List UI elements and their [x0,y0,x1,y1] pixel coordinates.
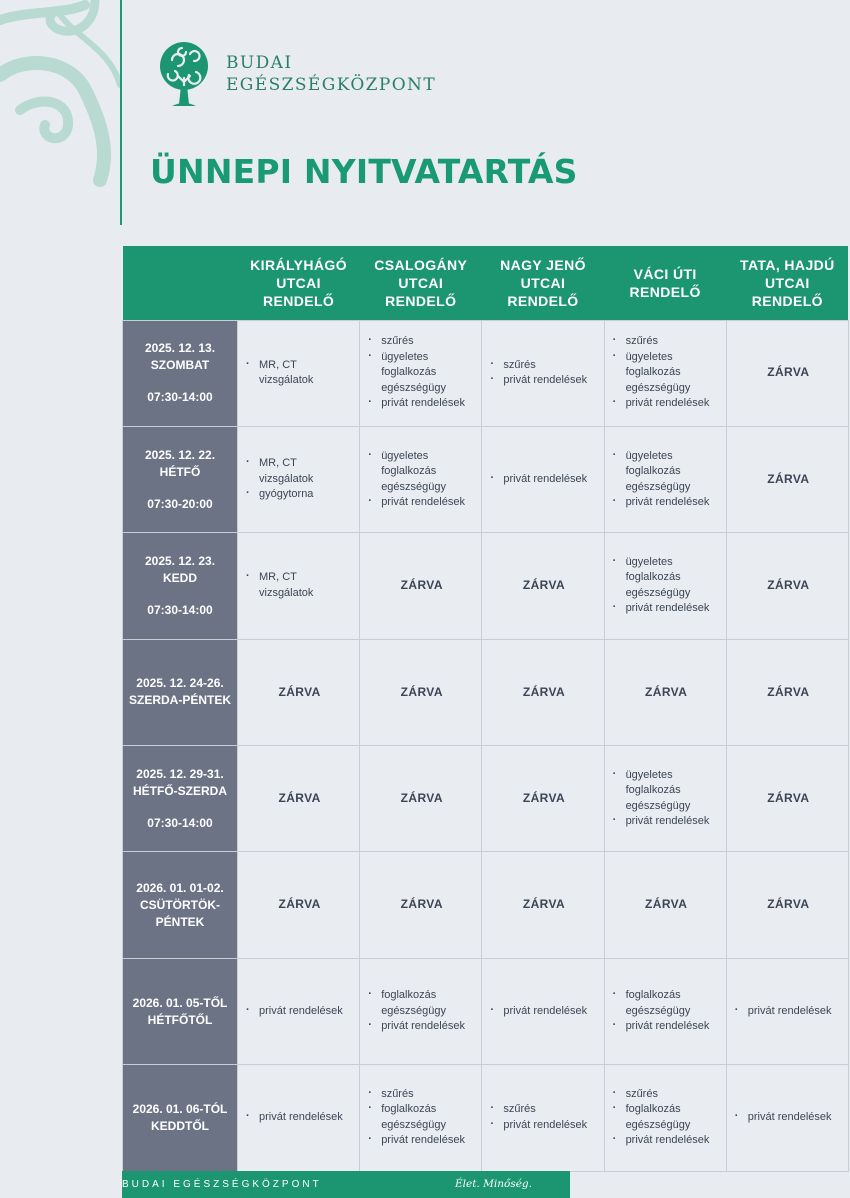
table-row [123,1065,849,1171]
day-label: HÉTFŐTŐL [147,1012,213,1027]
day-label: KEDD [162,570,197,585]
service-item: · ügyeletes foglalkozás egészségügy [613,350,720,397]
service-list [613,988,720,1035]
closed-label: ZÁRVA [278,684,321,699]
service-item: · privát rendelések [490,373,597,389]
service-list [368,449,475,511]
date-label: 2025. 12. 29-31. [136,766,224,781]
schedule-cell [238,533,360,639]
service-list [490,472,597,488]
service-list [368,334,475,412]
date-cell [123,533,238,639]
schedule-cell [604,746,726,852]
service-item: · ügyeletes foglalkozás egészségügy [613,555,720,602]
date-cell [123,958,238,1064]
closed-label: ZÁRVA [767,365,810,380]
service-item: · szűrés [368,334,475,350]
service-item: · privát rendelések [613,495,720,511]
header-kiralyhago: KIRÁLYHÁGÓ UTCAI RENDELŐ [238,246,360,320]
schedule-cell [238,426,360,532]
date-cell [123,426,238,532]
day-label: SZOMBAT [150,358,210,373]
schedule-cell [604,639,726,745]
closed-label: ZÁRVA [400,897,443,912]
date-cell [123,1065,238,1171]
service-item: · MR, CT vizsgálatok [246,358,353,389]
closed-label: ZÁRVA [278,791,321,805]
service-item: · szűrés [368,1087,475,1103]
footer-bar [122,1171,570,1198]
schedule-cell [360,1065,482,1171]
header-tata-hajdu: TATA, HAJDÚ UTCAI RENDELŐ [726,246,848,320]
service-item: · foglalkozás egészségügy [368,1102,475,1133]
schedule-cell [726,746,848,852]
schedule-cell [726,1065,848,1171]
schedule-cell [604,426,726,532]
table-row [123,639,849,745]
day-label: HÉTFŐ-SZERDA [133,783,227,798]
closed-label: ZÁRVA [767,897,810,912]
service-list [246,570,353,601]
service-list [735,1110,842,1126]
date-label: 2025. 12. 22. [144,447,216,462]
schedule-cell [360,426,482,532]
service-item: · ügyeletes foglalkozás egészségügy [368,350,475,397]
schedule-cell [482,958,604,1064]
service-list [246,1004,353,1020]
service-list [246,1110,353,1126]
service-item: · foglalkozás egészségügy [368,988,475,1019]
schedule-cell [604,958,726,1064]
schedule-cell [360,958,482,1064]
service-item: · privát rendelések [613,814,720,830]
closed-label: ZÁRVA [767,684,810,699]
service-item: · foglalkozás egészségügy [613,1102,720,1133]
schedule-cell [604,852,726,958]
header-nagy-jeno: NAGY JENŐ UTCAI RENDELŐ [482,246,604,320]
service-item: · MR, CT vizsgálatok [246,456,353,487]
service-list [246,358,353,389]
opening-hours: 07:30-14:00 [147,390,213,405]
schedule-cell [482,533,604,639]
header-accent-line [120,0,122,225]
service-item: · szűrés [613,1087,720,1103]
footer-tagline: Élet. Minőség. [455,1178,532,1190]
service-item: · privát rendelések [490,1118,597,1134]
closed-label: ZÁRVA [278,897,321,912]
date-label: 2025. 12. 24-26. [136,676,224,691]
header-csalogany: CSALOGÁNY UTCAI RENDELŐ [360,246,482,320]
tree-icon [152,38,216,110]
service-item: · szűrés [490,1102,597,1118]
schedule-cell [238,746,360,852]
service-list [368,1087,475,1149]
service-list [490,1102,597,1133]
date-cell [123,320,238,426]
schedule-cell [604,1065,726,1171]
service-item: · MR, CT vizsgálatok [246,570,353,601]
service-item: · foglalkozás egészségügy [613,988,720,1019]
closed-label: ZÁRVA [767,791,810,805]
schedule-cell [238,958,360,1064]
closed-label: ZÁRVA [645,897,688,912]
service-list [490,1004,597,1020]
table-row [123,426,849,532]
service-item: · szűrés [613,334,720,350]
schedule-cell [482,852,604,958]
service-list [613,768,720,830]
service-list [368,988,475,1035]
schedule-cell [726,852,848,958]
closed-label: ZÁRVA [400,791,443,805]
service-item: · privát rendelések [613,601,720,617]
date-cell [123,639,238,745]
service-item: · privát rendelések [490,1004,597,1020]
service-list [246,456,353,503]
date-label: 2025. 12. 13. [144,341,216,356]
schedule-cell [604,320,726,426]
service-list [735,1004,842,1020]
service-item: · privát rendelések [368,495,475,511]
schedule-cell [726,958,848,1064]
service-item: · ügyeletes foglalkozás egészségügy [613,449,720,496]
closed-label: ZÁRVA [400,578,443,593]
date-label: 2026. 01. 01-02. [136,880,224,895]
closed-label: ZÁRVA [645,684,688,699]
service-item: · privát rendelések [368,1019,475,1035]
schedule-cell [238,852,360,958]
table-header-row [123,246,849,320]
schedule-cell [482,426,604,532]
schedule-cell [726,639,848,745]
page-title: ÜNNEPI NYITVATARTÁS [150,152,578,191]
table-row [123,320,849,426]
schedule-cell [726,320,848,426]
schedule-cell [360,320,482,426]
schedule-cell [238,320,360,426]
opening-hours: 07:30-20:00 [147,496,213,511]
table-row [123,746,849,852]
footer-brand: BUDAI EGÉSZSÉGKÖZPONT [122,1179,322,1190]
day-label: CSÜTÖRTÖK-PÉNTEK [140,897,220,929]
holiday-schedule-table [122,246,849,1172]
service-list [613,449,720,511]
schedule-cell [238,639,360,745]
service-item: · privát rendelések [613,1133,720,1149]
service-item: · gyógytorna [246,487,353,503]
closed-label: ZÁRVA [400,684,443,699]
day-label: HÉTFŐ [159,464,201,479]
schedule-cell [360,852,482,958]
schedule-cell [482,746,604,852]
schedule-cell [238,1065,360,1171]
service-item: · szűrés [490,358,597,374]
schedule-cell [482,639,604,745]
decorative-swirl-graphic [0,0,122,200]
closed-label: ZÁRVA [522,578,566,593]
closed-label: ZÁRVA [767,471,810,486]
date-label: 2026. 01. 05-TŐL [132,995,228,1010]
service-item: · privát rendelések [490,472,597,488]
brand-name-line2: EGÉSZSÉGKÖZPONT [226,75,437,95]
date-label: 2026. 01. 06-TÓL [132,1101,228,1116]
service-item: · privát rendelések [246,1110,353,1126]
date-cell [123,746,238,852]
date-label: 2025. 12. 23. [144,553,216,568]
service-list [613,334,720,412]
service-list [613,555,720,617]
closed-label: ZÁRVA [522,897,566,912]
schedule-cell [726,426,848,532]
service-item: · privát rendelések [368,1133,475,1149]
service-list [613,1087,720,1149]
opening-hours: 07:30-14:00 [147,602,213,617]
schedule-cell [360,533,482,639]
service-item: · privát rendelések [735,1004,842,1020]
service-item: · ügyeletes foglalkozás egészségügy [613,768,720,815]
service-item: · privát rendelések [735,1110,842,1126]
table-row [123,852,849,958]
header-date-column [123,246,238,320]
opening-hours: 07:30-14:00 [147,815,213,830]
service-item: · privát rendelések [246,1004,353,1020]
schedule-cell [604,533,726,639]
closed-label: ZÁRVA [522,791,566,805]
service-list [490,358,597,389]
schedule-cell [726,533,848,639]
schedule-cell [482,1065,604,1171]
closed-label: ZÁRVA [522,684,566,699]
schedule-cell [360,746,482,852]
brand-logo [152,38,436,110]
day-label: KEDDTŐL [151,1118,209,1133]
service-item: · privát rendelések [613,396,720,412]
schedule-cell [360,639,482,745]
service-item: · privát rendelések [613,1019,720,1035]
header-vaci-ut: VÁCI ÚTI RENDELŐ [604,246,726,320]
table-row [123,533,849,639]
date-cell [123,852,238,958]
closed-label: ZÁRVA [767,578,810,593]
schedule-cell [482,320,604,426]
day-label: SZERDA-PÉNTEK [128,693,231,708]
service-item: · privát rendelések [368,396,475,412]
table-row [123,958,849,1064]
brand-name-line1: BUDAI [226,53,293,73]
service-item: · ügyeletes foglalkozás egészségügy [368,449,475,496]
